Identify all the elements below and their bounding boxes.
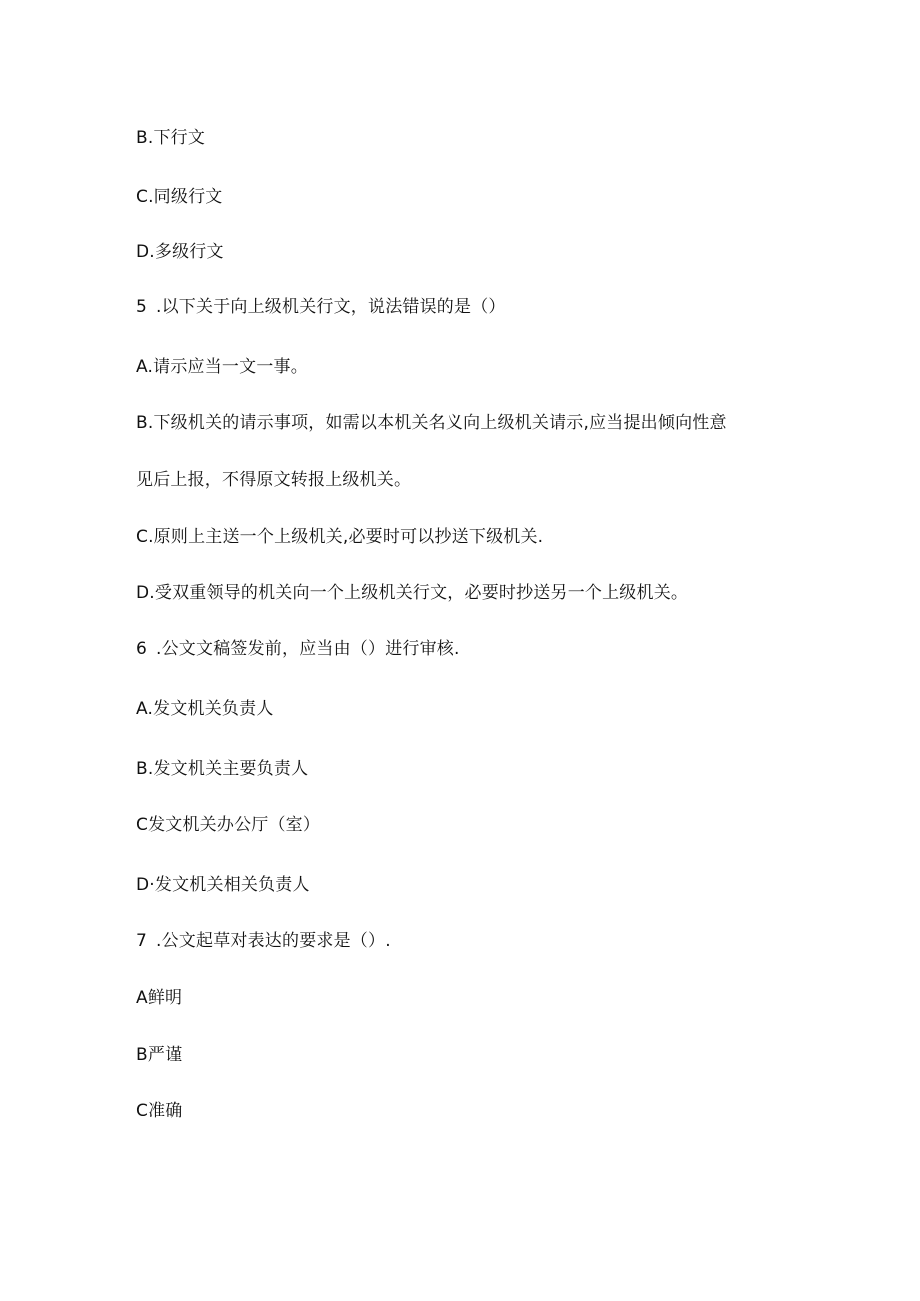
option-a-q5: A.请示应当一文一事。 xyxy=(136,357,308,377)
question-number: 6 xyxy=(136,639,148,659)
option-b-q5-continued: 见后上报，不得原文转报上级机关。 xyxy=(136,470,412,490)
question-text: .公文起草对表达的要求是（）. xyxy=(156,931,391,951)
option-b-q5: B.下级机关的请示事项，如需以本机关名义向上级机关请示,应当提出倾向性意 xyxy=(136,413,727,433)
option-c-q5: C.原则上主送一个上级机关,必要时可以抄送下级机关. xyxy=(136,527,544,547)
option-d-q4: D.多级行文 xyxy=(136,242,224,262)
option-c-q6: C发文机关办公厅（室） xyxy=(136,815,321,835)
question-text: .公文文稿签发前，应当由（）进行审核. xyxy=(156,639,460,659)
option-c-q7: C准确 xyxy=(136,1101,183,1121)
question-text: .以下关于向上级机关行文，说法错误的是（） xyxy=(156,297,506,317)
option-d-q6: D·发文机关相关负责人 xyxy=(136,875,310,895)
option-b-q7: B严谨 xyxy=(136,1045,183,1065)
question-5 xyxy=(136,297,506,317)
option-a-q7: A鲜明 xyxy=(136,988,183,1008)
question-6 xyxy=(136,639,460,659)
question-number: 7 xyxy=(136,931,148,951)
question-7 xyxy=(136,931,391,951)
option-d-q5: D.受双重领导的机关向一个上级机关行文，必要时抄送另一个上级机关。 xyxy=(136,583,689,603)
option-c-q4: C.同级行文 xyxy=(136,187,223,207)
question-number: 5 xyxy=(136,297,148,317)
option-a-q6: A.发文机关负责人 xyxy=(136,699,274,719)
option-b-q6: B.发文机关主要负责人 xyxy=(136,759,309,779)
option-b-q4: B.下行文 xyxy=(136,128,206,148)
